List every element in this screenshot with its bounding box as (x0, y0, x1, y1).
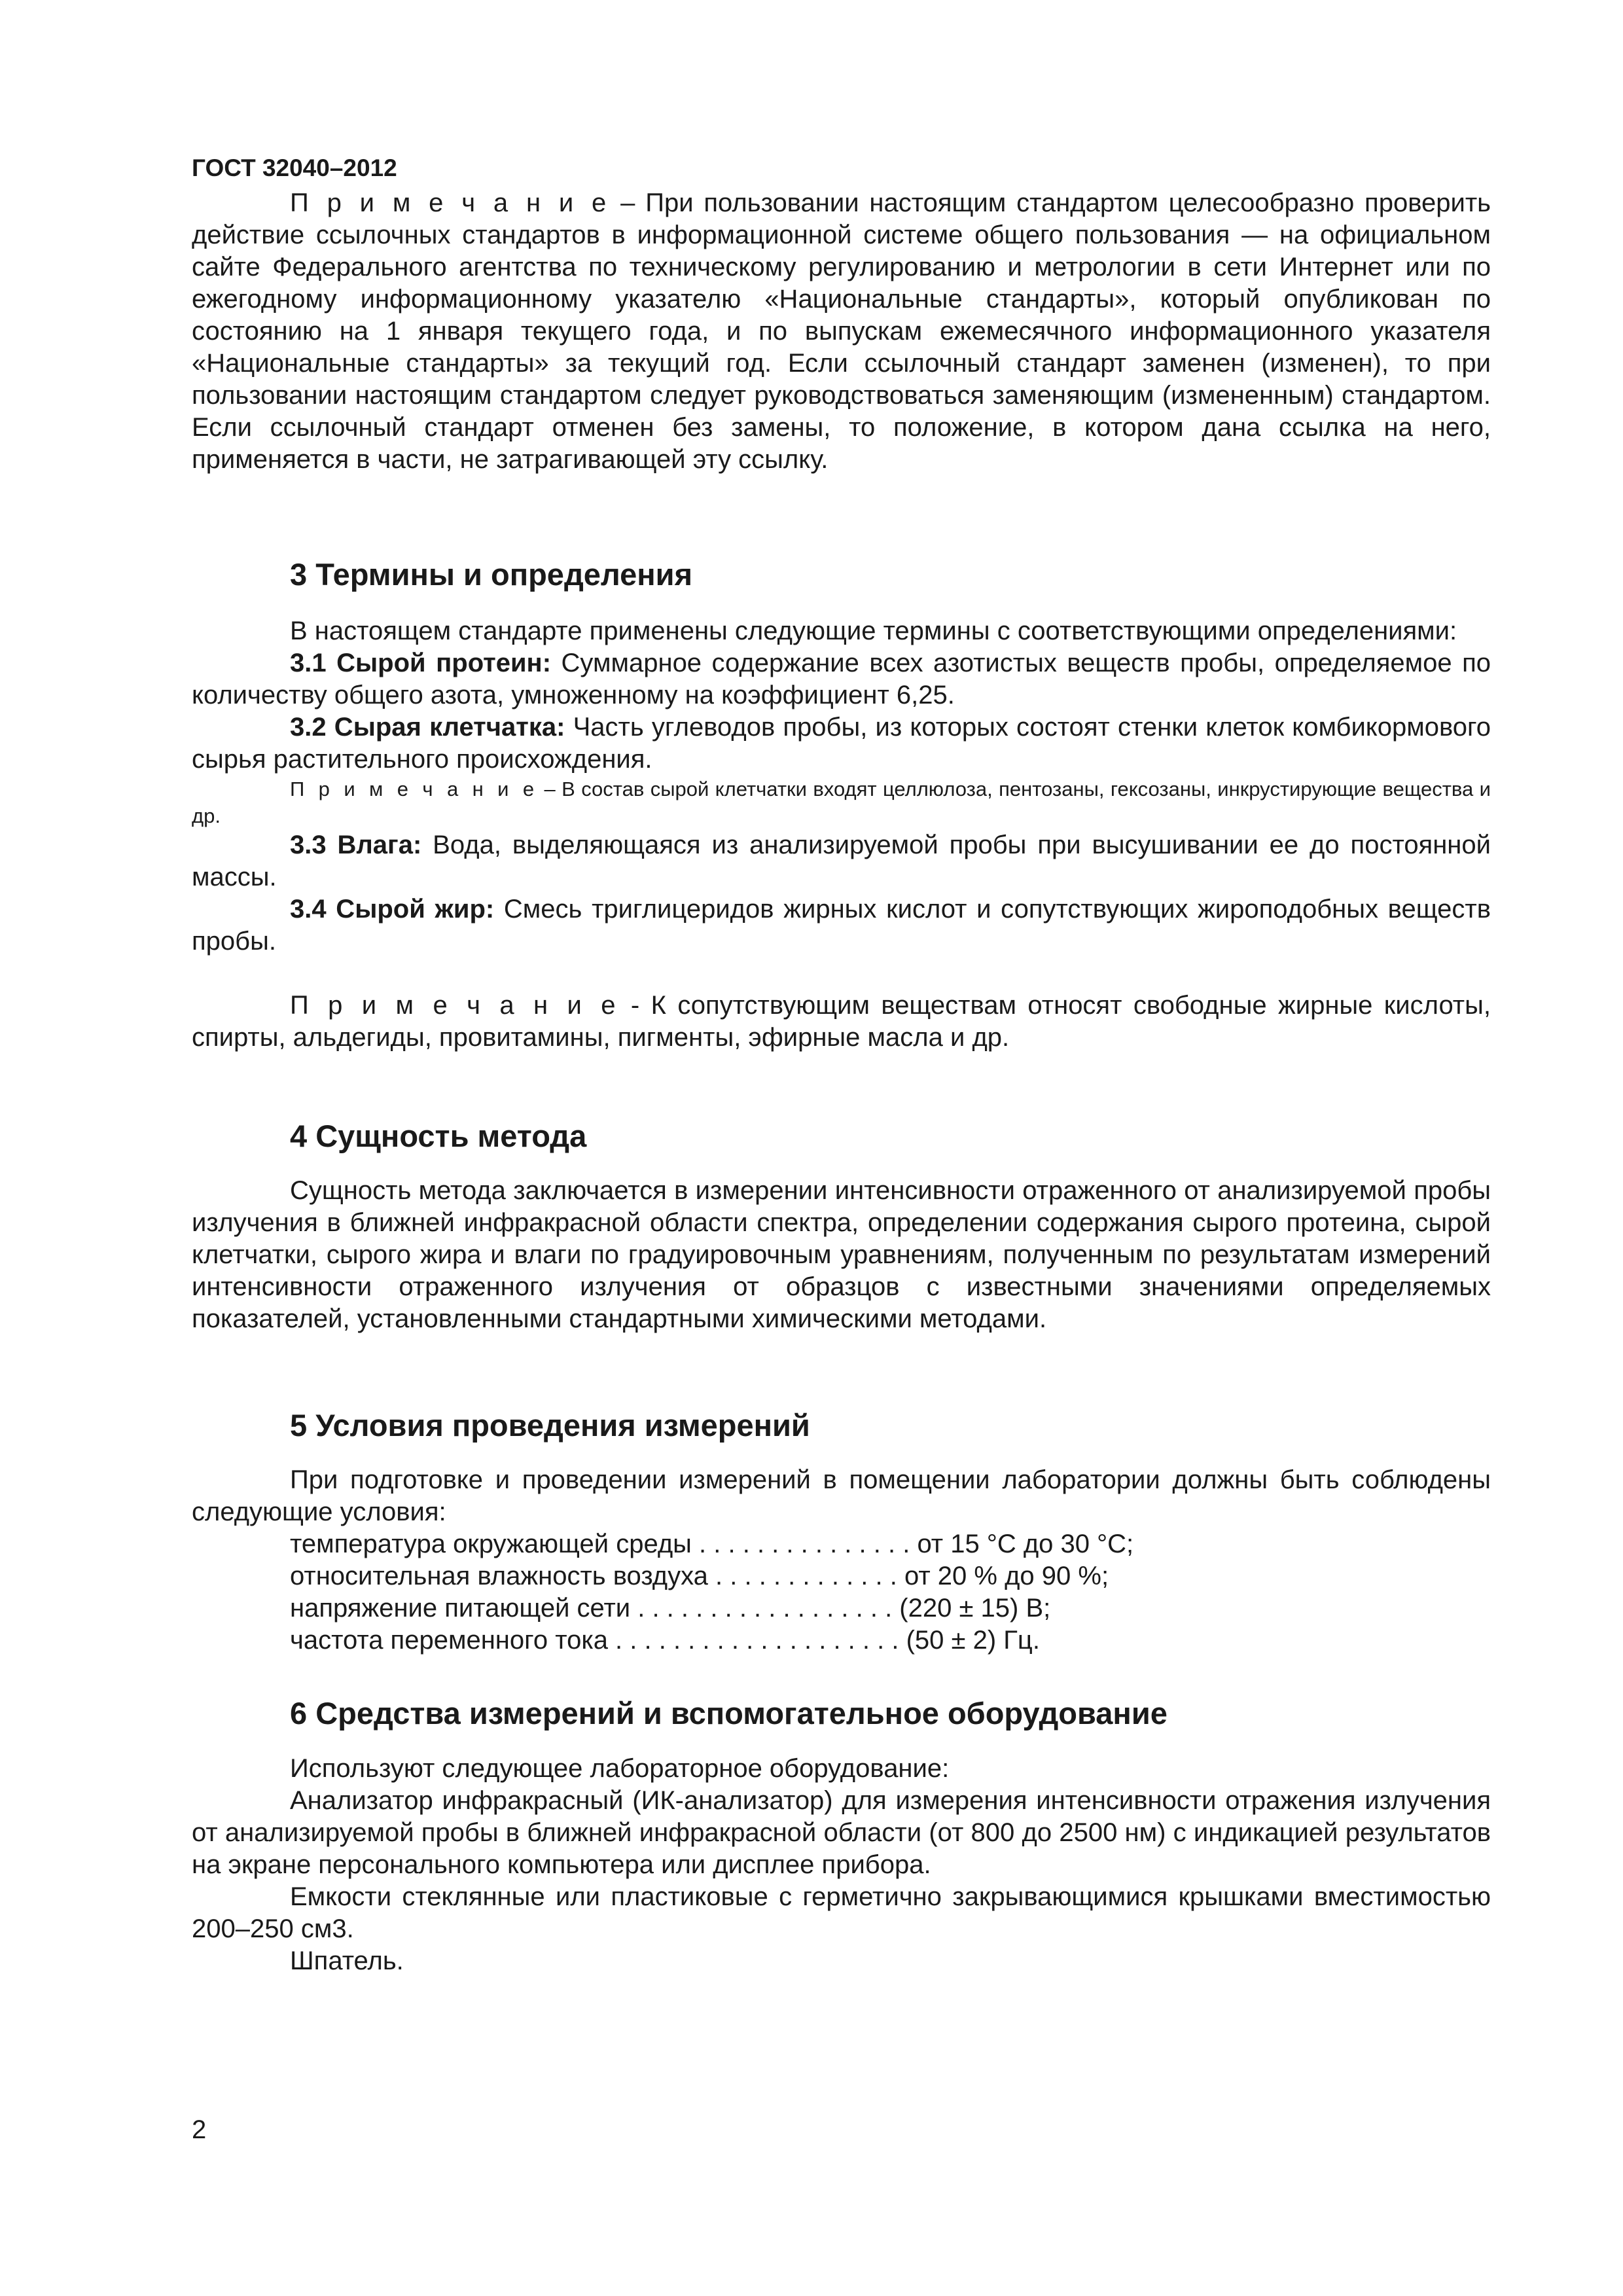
section-5-heading: 5 Условия проведения измерений (290, 1408, 810, 1443)
note-text: - К сопутствующим веществам относят свободные жирные кислоты, спирты, альдегиды, провитамины, пигменты, эфирные масла и др. (192, 991, 1491, 1052)
term-3-2-definition: Часть углеводов пробы, из которых состоят стенки клеток комбикормового сырья растительного происхождения. (192, 713, 1491, 774)
note-fat (192, 990, 1491, 1054)
note-paragraph (192, 187, 1491, 476)
equipment-spatula: Шпатель. (290, 1946, 404, 1975)
condition-item: температура окружающей среды . . . . . . . . . . . . . . . от 15 °С до 30 °С; (290, 1530, 1134, 1558)
term-3-4-definition: Смесь триглицеридов жирных кислот и сопутствующих жироподобных веществ пробы. (192, 895, 1491, 956)
note-text: – В состав сырой клетчатки входят целлюлоза, пентозаны, гексозаны, инкрустирующие вещества и др. (192, 778, 1491, 827)
section-3-intro: В настоящем стандарте применены следующие термины с соответствующими определениями: (290, 617, 1457, 645)
section-5-body (192, 1464, 1491, 1528)
section-4-text: Сущность метода заключается в измерении интенсивности отраженного от анализируемой пробы излучения в ближней инфракрасной области спектра, определении содержания сырого протеина, сырой клетчатки, сырого жира и влаги по градуировочным уравнениям, полученным по результатам измерений интенсивности отраженного излучения от образцов с известными значениями определяемых показателей, установленными стандартными химическими методами. (192, 1176, 1491, 1333)
term-3-3-name: 3.3 Влага: (290, 831, 422, 859)
term-3-3-definition: Вода, выделяющаяся из анализируемой пробы при высушивании ее до постоянной массы. (192, 831, 1491, 891)
note-label: П р и м е ч а н и е (290, 778, 539, 800)
equipment-containers: Емкости стеклянные или пластиковые с герметично закрывающимися крышками вместимостью 200–250 см3. (192, 1882, 1491, 1943)
condition-item: напряжение питающей сети . . . . . . . . . . . . . . . . . . (220 ± 15) В; (290, 1594, 1051, 1623)
section-4-body (192, 1175, 1491, 1335)
term-3-4 (192, 893, 1491, 958)
section-6-body (192, 1753, 1491, 1977)
equipment-analyzer: Анализатор инфракрасный (ИК-анализатор) для измерения интенсивности отражения излучения от анализируемой пробы в ближней инфракрасной области (от 800 до 2500 нм) с индикацией результатов на экране персонального компьютера или дисплее прибора. (192, 1786, 1491, 1879)
term-3-3 (192, 829, 1491, 893)
term-3-4-name: 3.4 Сырой жир: (290, 895, 495, 924)
note-label: П р и м е ч а н и е (290, 991, 620, 1020)
note-fiber (192, 776, 1491, 829)
section-3-heading: 3 Термины и определения (290, 557, 692, 592)
term-3-1-name: 3.1 Сырой протеин: (290, 649, 552, 677)
section-5-intro: При подготовке и проведении измерений в помещении лаборатории должны быть соблюдены следующие условия: (192, 1465, 1491, 1526)
condition-item: частота переменного тока . . . . . . . . . . . . . . . . . . . . (50 ± 2) Гц. (290, 1626, 1040, 1655)
note-text: – При пользовании настоящим стандартом целесообразно проверить действие ссылочных стандартов в информационной системе общего пользования — на официальном сайте Федерального агентства по техническому регулированию и метрологии в сети Интернет или по ежегодному информационному указателю «Национальные стандарты», который опубликован по состоянию на 1 января текущего года, и по выпускам ежемесячного информационного указателя «Национальные стандарты» за текущий год. Если ссылочный стандарт заменен (изменен), то при пользовании настоящим стандартом следует руководствоваться заменяющим (измененным) стандартом. Если ссылочный стандарт отменен без замены, то положение, в котором дана ссылка на него, применяется в части, не затрагивающей эту ссылку. (192, 188, 1491, 474)
section-6-heading: 6 Средства измерений и вспомогательное оборудование (290, 1696, 1168, 1731)
note-label: П р и м е ч а н и е (290, 188, 611, 217)
section-4-heading: 4 Сущность метода (290, 1119, 587, 1153)
term-3-2 (192, 711, 1491, 776)
section-3-body (192, 615, 1491, 1054)
note-reference-standards (192, 187, 1491, 476)
page-number: 2 (192, 2115, 207, 2144)
condition-item: относительная влажность воздуха . . . . . . . . . . . . . от 20 % до 90 %; (290, 1562, 1109, 1590)
term-3-1 (192, 647, 1491, 711)
term-3-1-definition: Суммарное содержание всех азотистых веществ пробы, определяемое по количеству общего азота, умноженному на коэффициент 6,25. (192, 649, 1491, 709)
term-3-2-name: 3.2 Сырая клетчатка: (290, 713, 565, 742)
document-code: ГОСТ 32040–2012 (192, 154, 397, 181)
section-6-intro: Используют следующее лабораторное оборудование: (290, 1754, 950, 1783)
